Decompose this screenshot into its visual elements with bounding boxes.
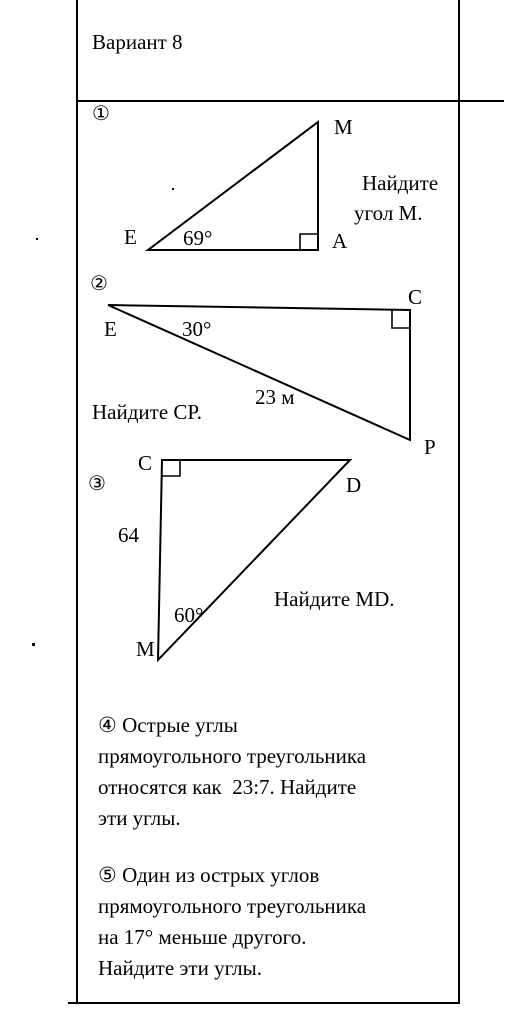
problem-5 — [98, 860, 366, 984]
right-angle-mark-C — [392, 310, 410, 328]
side-label-EP: 23 м — [255, 385, 295, 409]
problem-5-number: ⑤ — [98, 863, 117, 887]
vertex-label-C: C — [138, 451, 153, 475]
problem-4-line-1: ④ Острые углы — [98, 713, 238, 737]
task-1-line-1: Найдите — [362, 171, 439, 195]
problem-3-figure — [88, 451, 394, 661]
side-label-CM: 64 — [118, 523, 139, 547]
problem-4-line-3: относятся как 23:7. Найдите — [98, 775, 357, 799]
frame-bottom-line — [68, 1002, 460, 1004]
vertex-label-M: M — [334, 115, 353, 139]
problem-2-figure — [90, 273, 436, 459]
vertex-label-M: M — [136, 637, 155, 661]
task-1-line-2: угол M. — [354, 201, 423, 225]
angle-label-M: 60° — [174, 603, 204, 627]
triangle-CDM — [158, 460, 350, 660]
problem-2-number: ② — [90, 273, 108, 295]
right-angle-mark-A — [300, 234, 318, 250]
vertex-label-P: P — [424, 435, 436, 459]
problem-4-line-4: эти углы. — [98, 806, 181, 830]
problem-1-number: ① — [92, 103, 110, 125]
problem-5-line-1: ⑤ Один из острых углов — [98, 863, 320, 887]
problem-5-line-2: прямоугольного треугольника — [98, 894, 367, 918]
right-angle-mark-C — [162, 460, 180, 476]
problem-4 — [98, 710, 366, 834]
task-3-text: Найдите MD. — [274, 587, 395, 611]
problem-5-line-4: Найдите эти углы. — [98, 956, 262, 980]
vertex-label-E: E — [124, 225, 137, 249]
angle-label-E: 69° — [183, 226, 213, 250]
vertex-label-D: D — [346, 473, 362, 497]
vertex-label-A: A — [332, 229, 348, 253]
vertex-label-E: E — [104, 317, 117, 341]
angle-label-E: 30° — [182, 317, 212, 341]
variant-title: Вариант 8 — [92, 30, 183, 54]
problem-3-number: ③ — [88, 473, 106, 495]
problem-4-line-2: прямоугольного треугольника — [98, 744, 367, 768]
task-2-text: Найдите CP. — [92, 400, 203, 424]
problem-4-number: ④ — [98, 713, 117, 737]
problem-5-line-3: на 17° меньше другого. — [98, 925, 307, 949]
vertex-label-C: C — [408, 285, 423, 309]
problem-1-figure — [92, 103, 438, 253]
triangle-EAM — [148, 122, 318, 250]
